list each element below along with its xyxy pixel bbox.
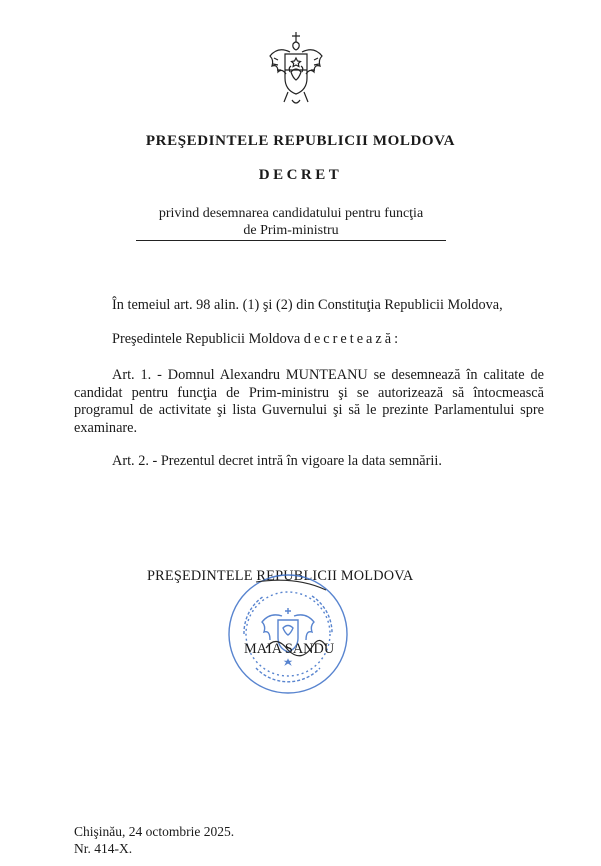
legal-basis-paragraph: În temeiul art. 98 alin. (1) şi (2) din Constituţia Republicii Moldova, bbox=[112, 297, 503, 313]
subject-line-1: privind desemnarea candidatului pentru funcţia bbox=[158, 206, 424, 221]
decree-intro-paragraph bbox=[74, 331, 544, 349]
decree-subject bbox=[136, 205, 446, 239]
decree-number: Nr. 414-X. bbox=[74, 841, 133, 856]
article-2: Art. 2. - Prezentul decret intră în vigoare la data semnării. bbox=[112, 453, 442, 469]
decree-intro-text: Preşedintele Republicii Moldova bbox=[112, 331, 301, 347]
place-and-date: Chişinău, 24 octombrie 2025. bbox=[74, 824, 235, 839]
decree-verb: decretează: bbox=[303, 331, 402, 347]
coat-of-arms-icon bbox=[266, 30, 326, 110]
presidential-seal-icon bbox=[226, 572, 350, 696]
subject-underline bbox=[136, 240, 446, 241]
subject-line-2: de Prim-ministru bbox=[243, 223, 339, 238]
institution-heading: PREŞEDINTELE REPUBLICII MOLDOVA bbox=[145, 133, 456, 149]
signatory-name: MAIA SANDU bbox=[244, 641, 335, 657]
article-1: Art. 1. - Domnul Alexandru MUNTEANU se desemnează în calitate de candidat pentru funcţia de Prim-ministru şi se autorizează să întocmească programul de activitate şi lista Guvernului şi să le prezinte Parlamentului spre examinare. bbox=[74, 367, 544, 436]
document-type-heading: DECRET bbox=[258, 167, 343, 183]
decree-footer bbox=[74, 823, 234, 857]
signature-title: PREŞEDINTELE REPUBLICII MOLDOVA bbox=[147, 568, 414, 584]
